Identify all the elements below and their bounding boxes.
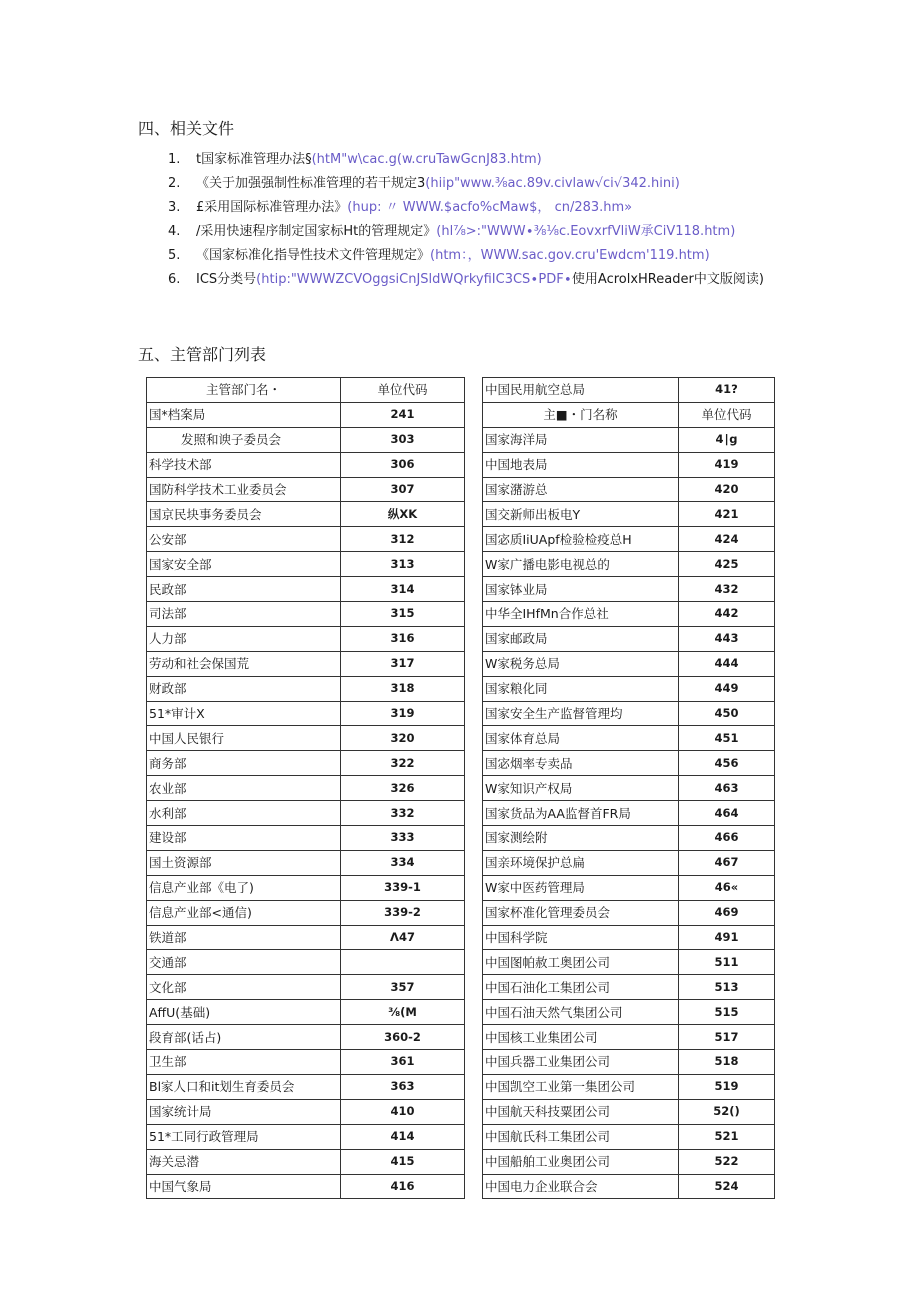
department-code: 511 <box>679 950 775 975</box>
department-name: AffU(基础) <box>147 1000 341 1025</box>
department-name: 国家杯准化管理委员会 <box>483 900 679 925</box>
column-header-code: 单位代码 <box>679 402 775 427</box>
department-name: 商务部 <box>147 751 341 776</box>
department-code: 41? <box>679 378 775 403</box>
department-name: 国亲环境保护总扁 <box>483 850 679 875</box>
table-row <box>147 701 465 726</box>
table-row <box>147 925 465 950</box>
table-row <box>147 577 465 602</box>
table-row <box>147 676 465 701</box>
table-row <box>147 1000 465 1025</box>
department-name: W家广播电影电视总的 <box>483 552 679 577</box>
department-name: 国交新师出板电Y <box>483 502 679 527</box>
table-row <box>483 1174 775 1199</box>
table-row <box>483 527 775 552</box>
department-name: 国防科学技术工业委员会 <box>147 477 341 502</box>
department-code: 515 <box>679 1000 775 1025</box>
department-name: 国家粮化同 <box>483 676 679 701</box>
department-name: 中国图帕赦工奥团公司 <box>483 950 679 975</box>
table-row <box>483 676 775 701</box>
department-code: 319 <box>341 701 465 726</box>
table-row <box>147 875 465 900</box>
department-name: 发照和谀子委员会 <box>147 427 341 452</box>
department-name: 51*审计X <box>147 701 341 726</box>
document-link[interactable]: (hl⅞>:"WWW∙⅜⅛c.EovxrfVliW承CiV118.htm) <box>436 224 736 239</box>
table-row <box>147 776 465 801</box>
department-code: 450 <box>679 701 775 726</box>
table-row <box>483 751 775 776</box>
table-header-row <box>483 402 775 427</box>
table-row <box>147 1074 465 1099</box>
department-name: 中国科学院 <box>483 925 679 950</box>
table-row <box>483 726 775 751</box>
department-code: 424 <box>679 527 775 552</box>
document-item <box>168 271 788 289</box>
department-code: 339-2 <box>341 900 465 925</box>
table-row <box>147 826 465 851</box>
table-row <box>483 776 775 801</box>
department-code: 432 <box>679 577 775 602</box>
department-code: 524 <box>679 1174 775 1199</box>
department-code: 303 <box>341 427 465 452</box>
department-name: 国家海洋局 <box>483 427 679 452</box>
table-row <box>147 552 465 577</box>
table-row <box>483 975 775 1000</box>
document-number: 2. <box>168 176 181 191</box>
department-name: 国家潴游总 <box>483 477 679 502</box>
document-item <box>168 199 788 217</box>
department-code: 522 <box>679 1149 775 1174</box>
department-code: 467 <box>679 850 775 875</box>
department-code: 316 <box>341 626 465 651</box>
table-row <box>483 502 775 527</box>
department-code: 320 <box>341 726 465 751</box>
department-code: 464 <box>679 801 775 826</box>
table-row <box>483 552 775 577</box>
department-code: 360-2 <box>341 1025 465 1050</box>
document-title: 《关于加强强制性标准管理的若干规定3 <box>196 176 426 191</box>
department-code: 444 <box>679 651 775 676</box>
table-row <box>147 402 465 427</box>
table-row <box>147 1149 465 1174</box>
department-code: 339-1 <box>341 875 465 900</box>
department-name: 财政部 <box>147 676 341 701</box>
section-title-related-docs: 四、相关文件 <box>138 119 235 138</box>
table-row <box>147 452 465 477</box>
table-row <box>147 1174 465 1199</box>
department-name: 公安部 <box>147 527 341 552</box>
department-code: 420 <box>679 477 775 502</box>
table-row <box>147 751 465 776</box>
table-row <box>483 925 775 950</box>
table-row <box>483 1149 775 1174</box>
table-row <box>147 975 465 1000</box>
department-code: 314 <box>341 577 465 602</box>
department-name: W家知识产权局 <box>483 776 679 801</box>
table-row <box>483 801 775 826</box>
document-title: £采用国际标准管理办法》 <box>196 200 348 215</box>
table-row <box>483 950 775 975</box>
department-name: 中华全IHfMn合作总社 <box>483 602 679 627</box>
table-row <box>483 577 775 602</box>
table-row <box>483 1000 775 1025</box>
department-name: 中国气象局 <box>147 1174 341 1199</box>
department-code: 307 <box>341 477 465 502</box>
department-code: ⅜(M <box>341 1000 465 1025</box>
department-name: 中国石油天然气集团公司 <box>483 1000 679 1025</box>
department-name: 国家钵业局 <box>483 577 679 602</box>
department-code: 312 <box>341 527 465 552</box>
document-note: 使用AcrolxHReader中文版阅读) <box>571 272 764 287</box>
table-row <box>483 875 775 900</box>
section-title-departments: 五、主管部门列表 <box>138 345 267 364</box>
department-table-left <box>146 377 465 1199</box>
column-header-code: 单位代码 <box>341 378 465 403</box>
table-row <box>483 900 775 925</box>
table-row <box>147 900 465 925</box>
department-code: 521 <box>679 1124 775 1149</box>
department-name: Bl家人口和it划生育委员会 <box>147 1074 341 1099</box>
document-number: 5. <box>168 248 181 263</box>
table-row <box>147 1099 465 1124</box>
department-code: 463 <box>679 776 775 801</box>
department-name: 建设部 <box>147 826 341 851</box>
document-link[interactable]: (hup: 〃 WWW.$acfo%cMaw$， cn/283.hm» <box>347 200 633 215</box>
department-code: 425 <box>679 552 775 577</box>
table-header-row <box>147 378 465 403</box>
document-list <box>168 151 788 295</box>
department-code: 456 <box>679 751 775 776</box>
table-row <box>483 1050 775 1075</box>
table-row <box>147 626 465 651</box>
department-name: 中国核工业集团公司 <box>483 1025 679 1050</box>
table-row <box>147 726 465 751</box>
table-row <box>147 1025 465 1050</box>
document-number: 4. <box>168 224 181 239</box>
document-link[interactable]: (htm：，WWW.sac.gov.cru'Ewdcm'119.htm) <box>430 248 710 263</box>
table-row <box>483 378 775 403</box>
department-name: 国家统计局 <box>147 1099 341 1124</box>
department-code: 410 <box>341 1099 465 1124</box>
table-row <box>147 427 465 452</box>
table-row <box>147 477 465 502</box>
department-code <box>341 950 465 975</box>
department-name: 国宓质IiUApf检验检疫总H <box>483 527 679 552</box>
column-header-name: 主管部门名・ <box>147 378 341 403</box>
table-row <box>147 801 465 826</box>
department-code: 469 <box>679 900 775 925</box>
document-link[interactable]: (htM"w\cac.g(w.cruTawGcnJ83.htm) <box>311 152 542 167</box>
document-item <box>168 223 788 241</box>
department-code: 491 <box>679 925 775 950</box>
department-name: 民政部 <box>147 577 341 602</box>
department-name: 文化部 <box>147 975 341 1000</box>
table-row <box>483 602 775 627</box>
department-name: 国宓烟率专卖品 <box>483 751 679 776</box>
department-code: 306 <box>341 452 465 477</box>
department-code: 334 <box>341 850 465 875</box>
department-name: 国京民块事务委员会 <box>147 502 341 527</box>
department-code: 361 <box>341 1050 465 1075</box>
department-code: 326 <box>341 776 465 801</box>
department-code: 414 <box>341 1124 465 1149</box>
document-number: 1. <box>168 152 181 167</box>
department-code: 518 <box>679 1050 775 1075</box>
department-name: 铁道部 <box>147 925 341 950</box>
department-name: 劳动和社会保国荒 <box>147 651 341 676</box>
document-title: /采用快速程序制定国家标Ht的管理规定》 <box>196 224 437 239</box>
table-row <box>483 850 775 875</box>
department-name: 卫生部 <box>147 1050 341 1075</box>
department-name: 国家邮政局 <box>483 626 679 651</box>
table-row <box>147 950 465 975</box>
department-name: 中国民用航空总局 <box>483 378 679 403</box>
document-title: t国家标准管理办法§ <box>196 152 312 167</box>
table-row <box>147 527 465 552</box>
department-name: 中国兵器工业集团公司 <box>483 1050 679 1075</box>
department-code: 317 <box>341 651 465 676</box>
department-code: 519 <box>679 1074 775 1099</box>
department-name: 中国凯空工业第一集团公司 <box>483 1074 679 1099</box>
department-code: 421 <box>679 502 775 527</box>
department-name: 人力部 <box>147 626 341 651</box>
document-item <box>168 151 788 169</box>
department-code: 451 <box>679 726 775 751</box>
department-code: 313 <box>341 552 465 577</box>
department-name: 中国船舶工业奥团公司 <box>483 1149 679 1174</box>
table-row <box>483 651 775 676</box>
department-code: 333 <box>341 826 465 851</box>
department-name: 科学技术部 <box>147 452 341 477</box>
department-name: 信息产业部《电了) <box>147 875 341 900</box>
department-code: 449 <box>679 676 775 701</box>
department-name: 国家安全部 <box>147 552 341 577</box>
department-code: 52() <box>679 1099 775 1124</box>
table-row <box>147 602 465 627</box>
document-number: 6. <box>168 272 181 287</box>
department-name: 中国航天科技粟团公司 <box>483 1099 679 1124</box>
department-code: 46« <box>679 875 775 900</box>
document-item <box>168 175 788 193</box>
department-code: 443 <box>679 626 775 651</box>
document-item <box>168 247 788 265</box>
department-code: 241 <box>341 402 465 427</box>
table-row <box>483 1124 775 1149</box>
department-code: 466 <box>679 826 775 851</box>
department-name: 国*档案局 <box>147 402 341 427</box>
department-name: 中国石油化工集团公司 <box>483 975 679 1000</box>
column-header-name: 主■・门名称 <box>483 402 679 427</box>
table-row <box>147 1124 465 1149</box>
department-name: W家中医药管理局 <box>483 875 679 900</box>
table-row <box>147 1050 465 1075</box>
table-row <box>483 1074 775 1099</box>
department-name: 信息产业部<通信) <box>147 900 341 925</box>
document-link[interactable]: (hiip"www.⅜ac.89v.civlaw√ci√342.hini) <box>425 176 680 191</box>
department-name: 中国电力企业联合会 <box>483 1174 679 1199</box>
table-row <box>483 701 775 726</box>
document-title: ICS分类号 <box>196 272 257 287</box>
department-code: 315 <box>341 602 465 627</box>
table-row <box>147 502 465 527</box>
department-table-right <box>482 377 775 1199</box>
document-number: 3. <box>168 200 181 215</box>
table-row <box>483 1099 775 1124</box>
table-row <box>483 477 775 502</box>
document-title: 《国家标准化指导性技术文件管理规定》 <box>196 248 431 263</box>
department-code: 363 <box>341 1074 465 1099</box>
department-name: 农业部 <box>147 776 341 801</box>
department-name: 海关忌潜 <box>147 1149 341 1174</box>
department-code: 442 <box>679 602 775 627</box>
department-name: 国家货品为AA监督首FR局 <box>483 801 679 826</box>
department-code: 419 <box>679 452 775 477</box>
table-row <box>147 850 465 875</box>
department-name: 中国人民银行 <box>147 726 341 751</box>
department-code: 4∣g <box>679 427 775 452</box>
table-row <box>483 427 775 452</box>
department-code: 纵XK <box>341 502 465 527</box>
department-name: 国家测绘附 <box>483 826 679 851</box>
department-name: 段育部(话占) <box>147 1025 341 1050</box>
department-name: W家税务总局 <box>483 651 679 676</box>
department-code: 416 <box>341 1174 465 1199</box>
table-row <box>483 626 775 651</box>
table-row <box>483 826 775 851</box>
department-name: 中国地表局 <box>483 452 679 477</box>
department-code: 318 <box>341 676 465 701</box>
department-code: Λ47 <box>341 925 465 950</box>
table-row <box>483 452 775 477</box>
table-row <box>147 651 465 676</box>
table-row <box>483 1025 775 1050</box>
department-name: 水利部 <box>147 801 341 826</box>
department-name: 国家体育总局 <box>483 726 679 751</box>
department-name: 国家安全生产监督管理均 <box>483 701 679 726</box>
department-code: 517 <box>679 1025 775 1050</box>
department-name: 司法部 <box>147 602 341 627</box>
department-code: 357 <box>341 975 465 1000</box>
department-name: 51*工同行政管理局 <box>147 1124 341 1149</box>
department-name: 交通部 <box>147 950 341 975</box>
department-code: 415 <box>341 1149 465 1174</box>
department-code: 513 <box>679 975 775 1000</box>
department-code: 332 <box>341 801 465 826</box>
department-name: 中国航氏科工集团公司 <box>483 1124 679 1149</box>
department-name: 国土资源部 <box>147 850 341 875</box>
document-link[interactable]: (htip:"WWWZCVOggsiCnJSldWQrkyfiIC3CS∙PDF∙ <box>256 272 572 287</box>
department-code: 322 <box>341 751 465 776</box>
